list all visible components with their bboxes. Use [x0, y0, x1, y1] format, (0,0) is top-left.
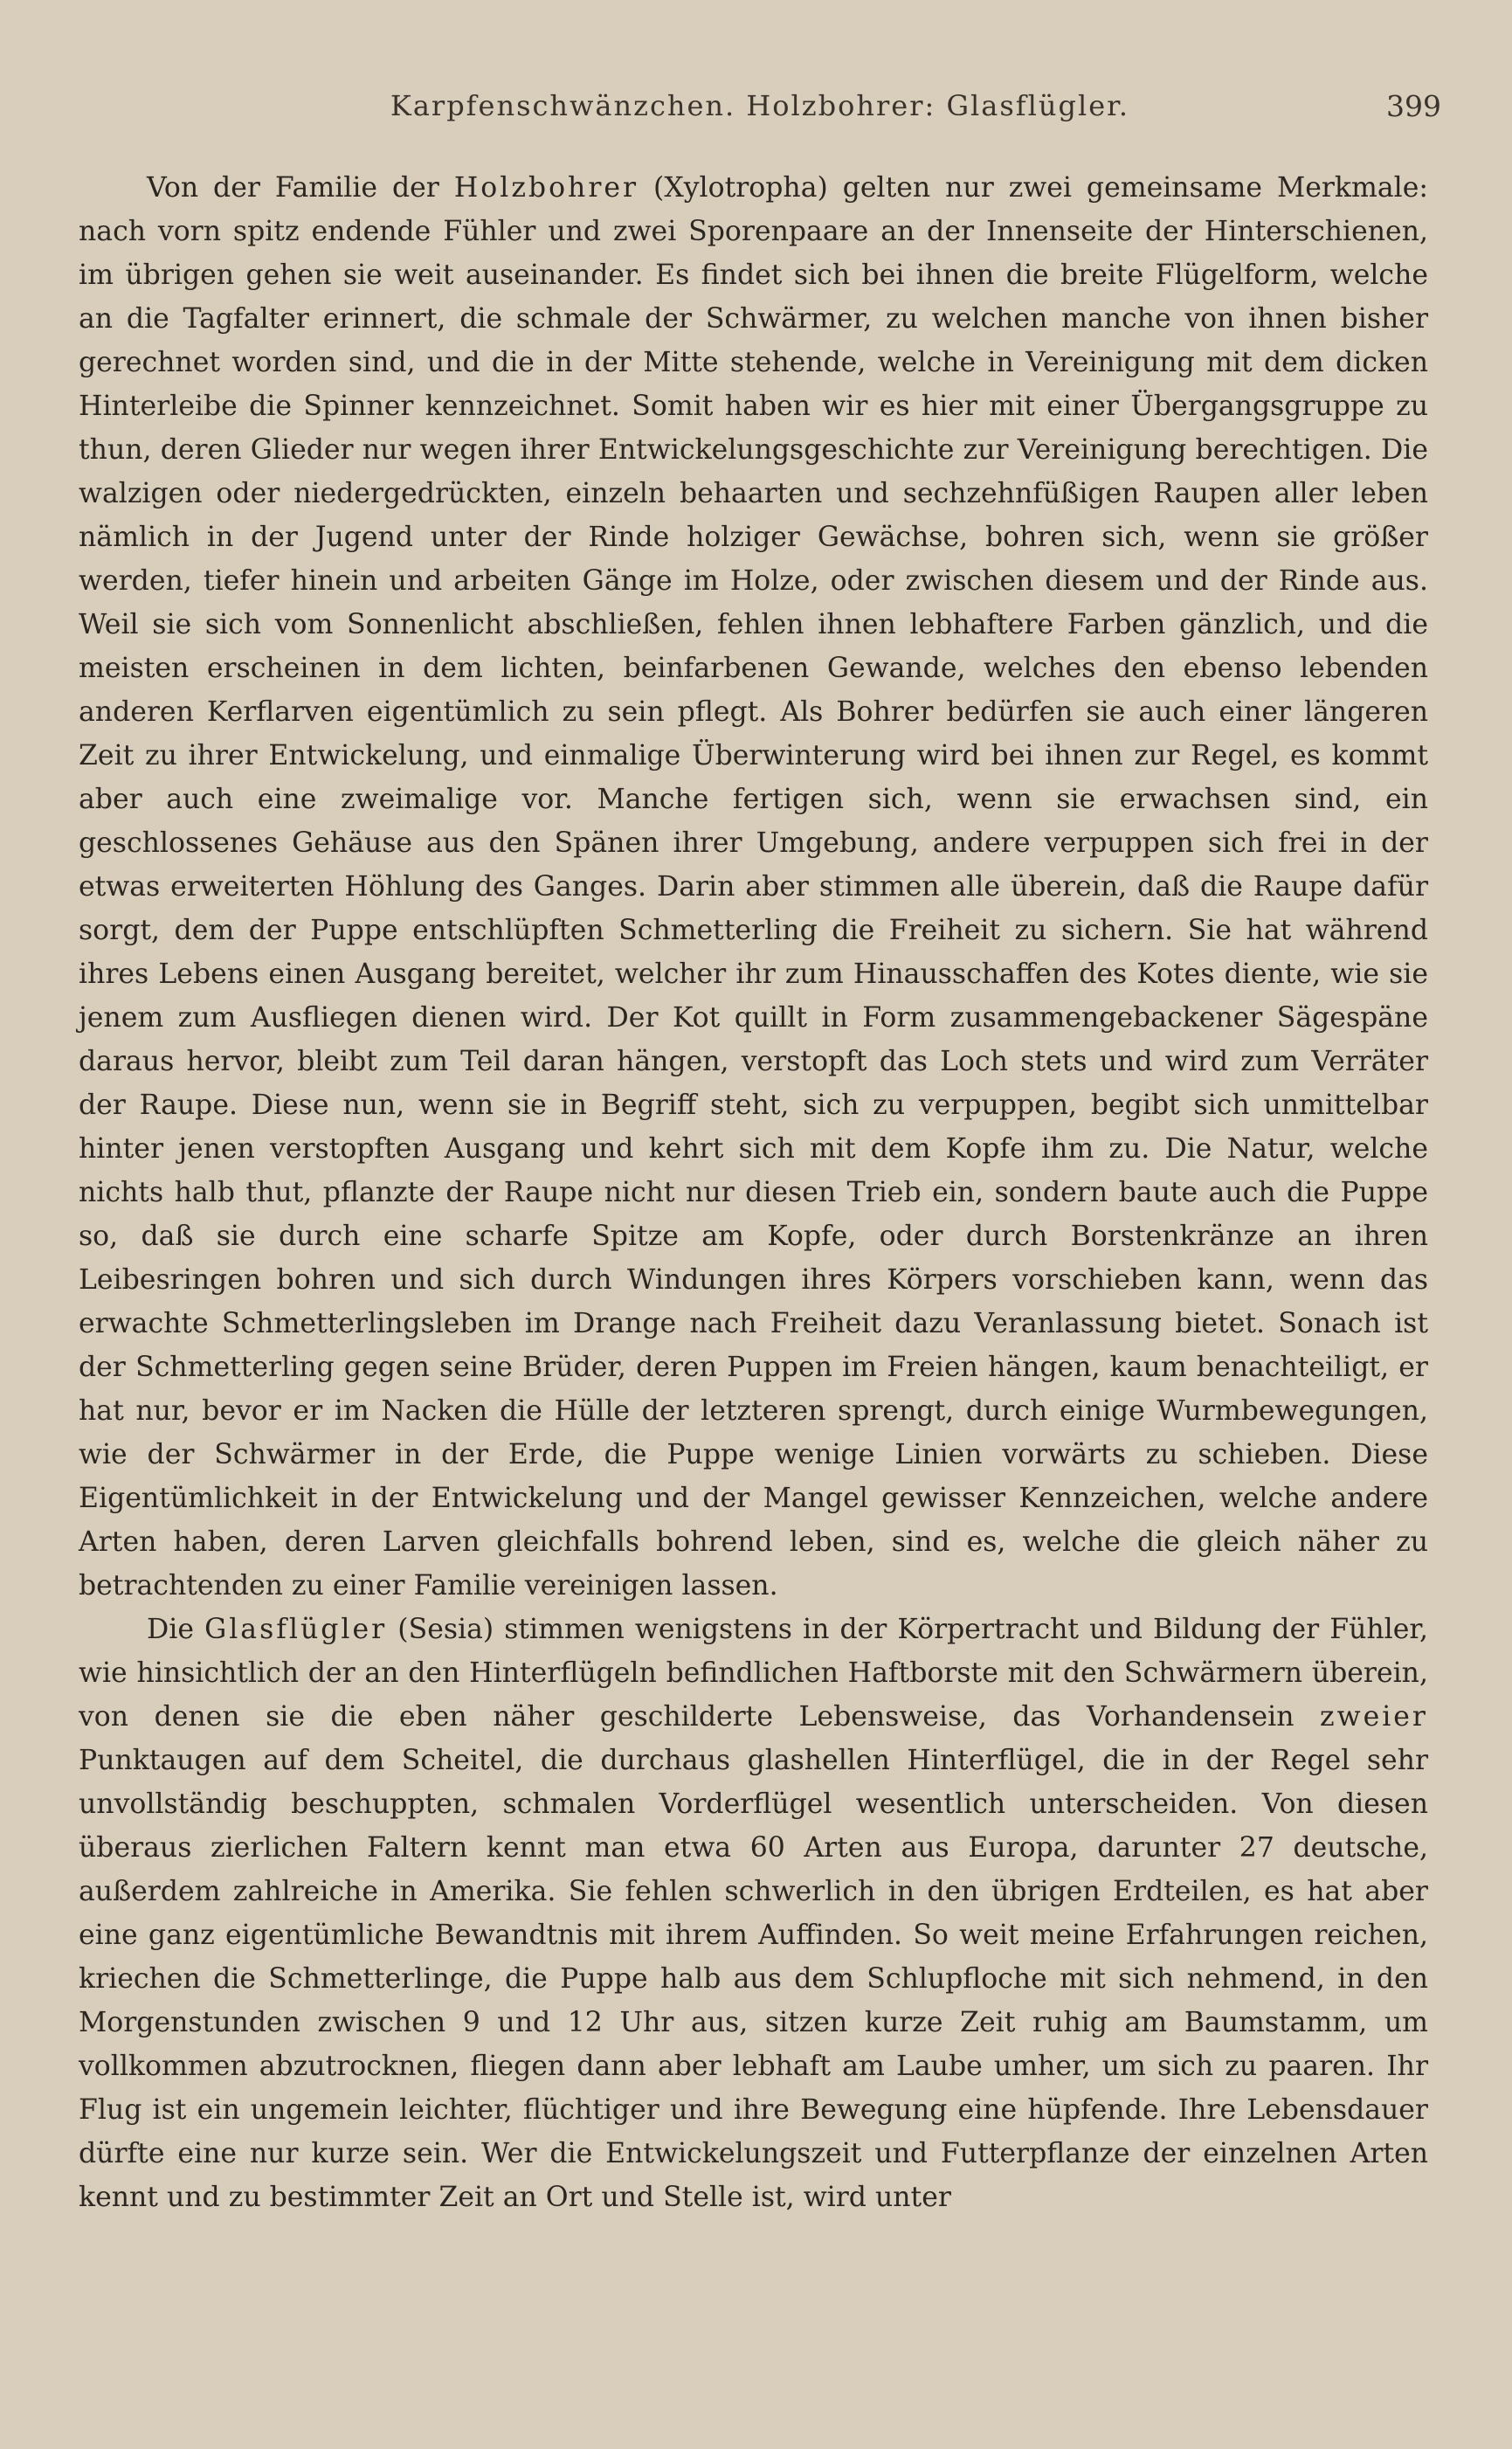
emphasized-term: Holzbohrer [453, 172, 639, 204]
latin-name: Xylotropha [664, 172, 818, 204]
text-segment: ( [639, 172, 665, 204]
body-text [79, 166, 1428, 2219]
emphasized-term: Glasflügler [204, 1614, 388, 1645]
page-header [79, 89, 1441, 135]
text-segment: Punktaugen auf dem Scheitel, die durchaus glashellen Hinterflügel, die in der Regel sehr unvollständig beschuppten, schmalen Vorderflügel wesentlich unterscheiden. Von diesen überaus zierlichen Faltern kennt man etwa 60 Arten aus Europa, darunter 27 deutsche, außerdem zahlreiche in Amerika. Sie fehlen schwerlich in den übrigen Erdteilen, es hat aber eine ganz eigentümliche Bewandtnis mit ihrem Auffinden. So weit meine Erfahrungen reichen, kriechen die Schmetterlinge, die Puppe halb aus dem Schlupfloche mit sich nehmend, in den Morgenstunden zwischen 9 und 12 Uhr aus, sitzen kurze Zeit ruhig am Baumstamm, um vollkommen abzutrocknen, fliegen dann aber lebhaft am Laube umher, um sich zu paaren. Ihr Flug ist ein ungemein leichter, flüchtiger und ihre Bewegung eine hüpfende. Ihre Lebensdauer dürfte eine nur kurze sein. Wer die Entwickelungszeit und Futterpflanze der einzelnen Arten kennt und zu bestimmter Zeit an Ort und Stelle ist, wird unter [79, 1745, 1428, 2213]
emphasized-word: zweier [1320, 1701, 1428, 1733]
running-head: Karpfenschwänzchen. Holzbohrer: Glasflügler. [390, 89, 1130, 122]
text-segment: ( [387, 1614, 409, 1645]
text-segment: Von der Familie der [147, 172, 454, 204]
text-segment: ) stimmen wenigstens in der Körpertracht und Bildung der Fühler, wie hinsichtlich der an den Hinterflügeln befindlichen Haftborste mit den Schwärmern überein, von denen sie die eben näher geschilderte Lebensweise, das Vorhandensein [79, 1614, 1429, 1733]
text-segment: Die [147, 1614, 205, 1645]
paragraph-glasfluegler [79, 1608, 1428, 2219]
paragraph-holzbohrer [79, 166, 1428, 1608]
page-number: 399 [1386, 89, 1441, 123]
text-segment: ) gelten nur zwei gemeinsame Merkmale: nach vorn spitz endende Fühler und zwei Sporenpaare an der Innenseite der Hinterschienen, im übrigen gehen sie weit auseinander. Es findet sich bei ihnen die breite Flügelform, welche an die Tagfalter erinnert, die schmale der Schwärmer, zu welchen manche von ihnen bisher gerechnet worden sind, und die in der Mitte stehende, welche in Vereinigung mit dem dicken Hinterleibe die Spinner kennzeichnet. Somit haben wir es hier mit einer Übergangsgruppe zu thun, deren Glieder nur wegen ihrer Entwickelungsgeschichte zur Vereinigung berechtigen. Die walzigen oder niedergedrückten, einzeln behaarten und sechzehnfüßigen Raupen aller leben nämlich in der Jugend unter der Rinde holziger Gewächse, bohren sich, wenn sie größer werden, tiefer hinein und arbeiten Gänge im Holze, oder zwischen diesem und der Rinde aus. Weil sie sich vom Sonnenlicht abschließen, fehlen ihnen lebhaftere Farben gänzlich, und die meisten erscheinen in dem lichten, beinfarbenen Gewande, welches den ebenso lebenden anderen Kerflarven eigentümlich zu sein pflegt. Als Bohrer bedürfen sie auch einer längeren Zeit zu ihrer Entwickelung, und einmalige Überwinterung wird bei ihnen zur Regel, es kommt aber auch eine zweimalige vor. Manche fertigen sich, wenn sie erwachsen sind, ein geschlossenes Gehäuse aus den Spänen ihrer Umgebung, andere verpuppen sich frei in der etwas erweiterten Höhlung des Ganges. Darin aber stimmen alle überein, daß die Raupe dafür sorgt, dem der Puppe entschlüpften Schmetterling die Freiheit zu sichern. Sie hat während ihres Lebens einen Ausgang bereitet, welcher ihr zum Hinausschaffen des Kotes diente, wie sie jenem zum Ausfliegen dienen wird. Der Kot quillt in Form zusammengebackener Sägespäne daraus hervor, bleibt zum Teil daran hängen, verstopft das Loch stets und wird zum Verräter der Raupe. Diese nun, wenn sie in Begriff steht, sich zu verpuppen, begibt sich unmittelbar hinter jenen verstopften Ausgang und kehrt sich mit dem Kopfe ihm zu. Die Natur, welche nichts halb thut, pflanzte der Raupe nicht nur diesen Trieb ein, sondern baute auch die Puppe so, daß sie durch eine scharfe Spitze am Kopfe, oder durch Borstenkränze an ihren Leibesringen bohren und sich durch Windungen ihres Körpers vorschieben kann, wenn das erwachte Schmetterlingsleben im Drange nach Freiheit dazu Veranlassung bietet. Sonach ist der Schmetterling gegen seine Brüder, deren Puppen im Freien hängen, kaum benachteiligt, er hat nur, bevor er im Nacken die Hülle der letzteren sprengt, durch einige Wurmbewegungen, wie der Schwärmer in der Erde, die Puppe wenige Linien vorwärts zu schieben. Diese Eigentümlichkeit in der Entwickelung und der Mangel gewisser Kennzeichen, welche andere Arten haben, deren Larven gleichfalls bohrend leben, sind es, welche die gleich näher zu betrachtenden zu einer Familie vereinigen lassen. [79, 172, 1429, 1602]
latin-name: Sesia [408, 1614, 483, 1645]
